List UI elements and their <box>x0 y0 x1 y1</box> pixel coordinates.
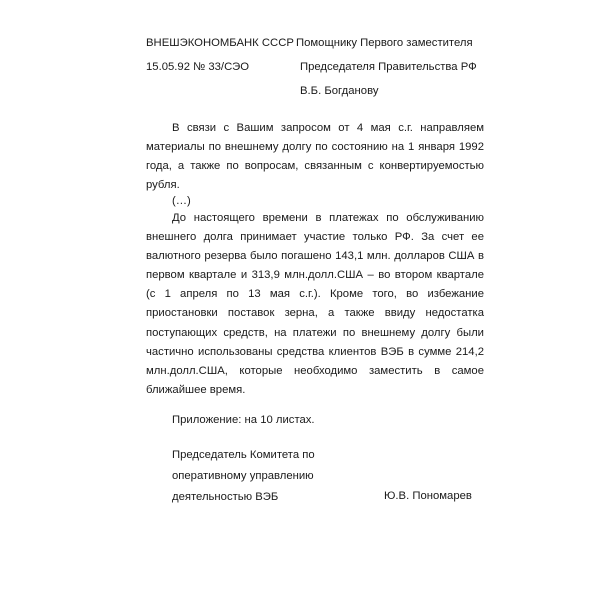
omission-marker: (…) <box>172 195 191 207</box>
signature-title-line-3: деятельностью ВЭБ <box>172 491 279 503</box>
signature-title-line-2: оперативному управлению <box>172 470 314 482</box>
signature-title-block <box>172 445 315 508</box>
addressee-name: В.Б. Богданову <box>300 85 379 97</box>
addressee-line-2: Председателя Правительства РФ <box>300 61 477 73</box>
signature-title-line-1: Председатель Комитета по <box>172 449 315 461</box>
org-name: ВНЕШЭКОНОМБАНК СССР <box>146 37 294 49</box>
body-paragraph-1-block <box>146 119 484 195</box>
document-reference: 15.05.92 № 33/СЭО <box>146 61 250 73</box>
body-paragraph-1: В связи с Вашим запросом от 4 мая с.г. направляем материалы по внешнему долгу по состоянию на 1 января 1992 года, а также по вопросам, связанным с конвертируемостью рубля. <box>146 122 484 192</box>
attachment-note: Приложение: на 10 листах. <box>172 414 315 426</box>
body-paragraph-2: До настоящего времени в платежах по обслуживанию внешнего долга принимает участие только РФ. За счет ее валютного резерва было погашено 143,1 млн. долларов США в первом квартале и 313,9 млн.долл.США – во втором квартале (с 1 апреля по 13 мая с.г.). Кроме того, во избежание приостановки поставок зерна, а также ввиду недостатка поступающих средств, на платежи по внешнему долгу были частично использованы средства клиентов ВЭБ в сумме 214,2 млн.долл.США, которые необходимо заместить в самое ближайшее время. <box>146 212 484 396</box>
addressee-line-1: Помощнику Первого заместителя <box>296 37 473 49</box>
body-paragraph-2-block <box>146 209 484 400</box>
signatory-name: Ю.В. Пономарев <box>384 490 472 502</box>
